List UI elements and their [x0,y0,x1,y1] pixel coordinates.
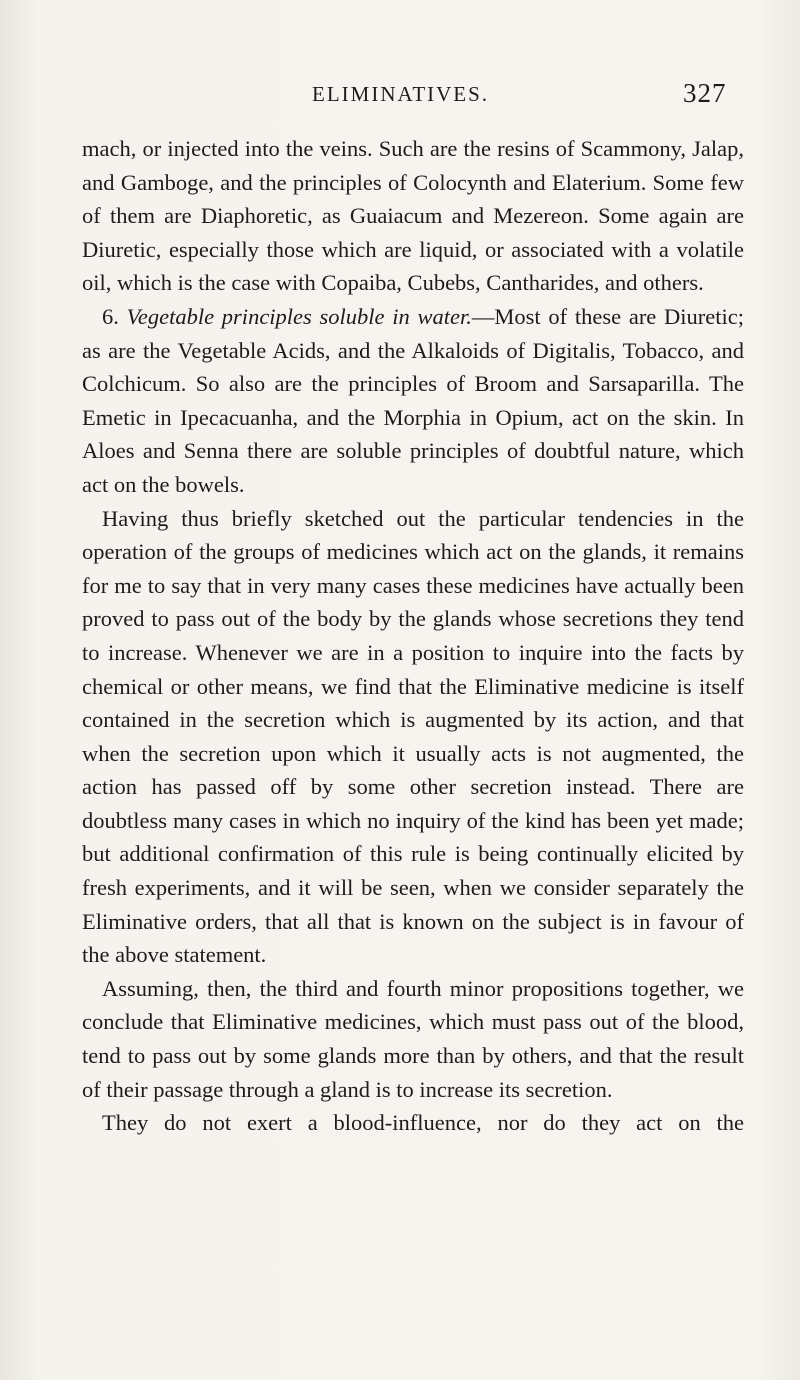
section-heading: Vegetable principles soluble in water. [126,303,472,329]
paragraph-continuation: mach, or injected into the veins. Such are the resins of Scammony, Jalap, and Gamboge, and the principles of Colocynth and Elaterium. Some few of them are Diaphoretic, as Guaiacum and Mezereon. Some again are Diuretic, especially those which are liquid, or associated with a volatile oil, which is the case with Copaiba, Cubebs, Cantharides, and others. [82,136,744,296]
section-body: —Most of these are Diuretic; as are the Vegetable Acids, and the Alkaloids of Digitalis, Tobacco, and Colchicum. So also are the principles of Broom and Sarsaparilla. The Emetic in Ipecacuanha, and the Morphia in Opium, act on the skin. In Aloes and Senna there are soluble principles of doubtful nature, which act on the bowels. [82,303,744,497]
body-text [82,132,744,1140]
paragraph-conclusion: Assuming, then, the third and fourth minor propositions together, we conclude that Eliminative medicines, which must pass out of the blood, tend to pass out by some glands more than by others, and that the result of their passage through a gland is to increase its secretion. [82,975,744,1102]
page-number: 327 [683,78,727,108]
running-head [0,80,800,116]
paragraph-glands: Having thus briefly sketched out the particular tendencies in the operation of the groups of medicines which act on the glands, it remains for me to say that in very many cases these medicines have actually been proved to pass out of the body by the glands whose secretions they tend to increase. Whenever we are in a position to inquire into the facts by chemical or other means, we find that the Eliminative medicine is itself contained in the secretion which is augmented by its action, and that when the secretion upon which it usually acts is not augmented, the action has passed off by some other secretion instead. There are doubtless many cases in which no inquiry of the kind has been yet made; but additional confirmation of this rule is being continually elicited by fresh experiments, and it will be seen, when we consider separately the Eliminative orders, that all that is known on the subject is in favour of the above statement. [82,505,744,968]
paragraph-vegetable-principles [82,300,744,502]
section-number: 6. [102,303,119,329]
paragraph-blood-influence: They do not exert a blood-influence, nor do they act on the [102,1110,744,1136]
running-head-title: ELIMINATIVES. [312,82,490,106]
